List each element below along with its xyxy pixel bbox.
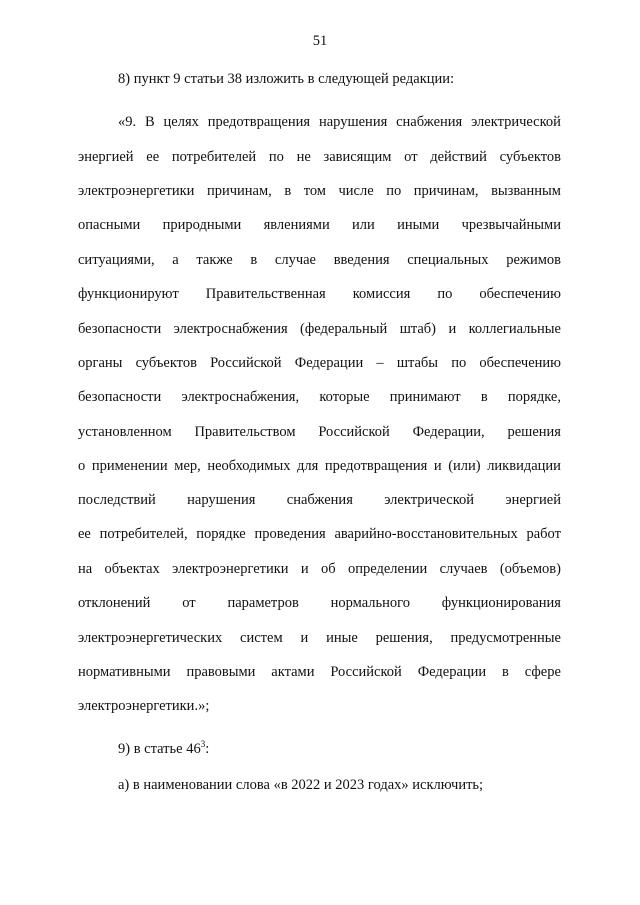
page-number: 51 <box>312 33 328 49</box>
text-line: электроэнергетики причинам, в том числе по причинам, вызванным <box>78 183 561 199</box>
text-line: ее потребителей, порядке проведения аварийно-восстановительных работ <box>78 526 561 542</box>
text-line: энергией ее потребителей по не зависящим от действий субъектов <box>78 149 561 165</box>
text-line: «9. В целях предотвращения нарушения снабжения электрической <box>118 114 561 130</box>
text-line: отклонений от параметров нормального функционирования <box>78 595 561 611</box>
text-line: установленном Правительством Российской Федерации, решения <box>78 424 561 440</box>
superscript: 3 <box>200 739 206 750</box>
text-line: нормативными правовыми актами Российской Федерации в сфере <box>78 664 561 680</box>
text-line: 9) в статье $46^3$: <box>118 739 210 757</box>
text-line: безопасности электроснабжения (федеральный штаб) и коллегиальные <box>78 321 561 337</box>
text-line: о применении мер, необходимых для предотвращения и (или) ликвидации <box>78 458 561 474</box>
text-line: на объектах электроэнергетики и об определении случаев (объемов) <box>78 561 561 577</box>
text-line: органы субъектов Российской Федерации – штабы по обеспечению <box>78 355 561 371</box>
text-line: 8) пункт 9 статьи 38 изложить в следующей редакции: <box>118 71 455 87</box>
text-line: последствий нарушения снабжения электрической энергией <box>78 492 561 508</box>
text-line: функционируют Правительственная комиссия по обеспечению <box>78 286 561 302</box>
text-line: электроэнергетических систем и иные решения, предусмотренные <box>78 630 561 646</box>
text-line: ситуациями, а также в случае введения специальных режимов <box>78 252 561 268</box>
text-line: безопасности электроснабжения, которые принимают в порядке, <box>78 389 561 405</box>
text-line: электроэнергетики.»; <box>78 698 210 714</box>
text-line: а) в наименовании слова «в 2022 и 2023 годах» исключить; <box>118 777 484 793</box>
text-line: опасными природными явлениями или иными чрезвычайными <box>78 217 561 233</box>
